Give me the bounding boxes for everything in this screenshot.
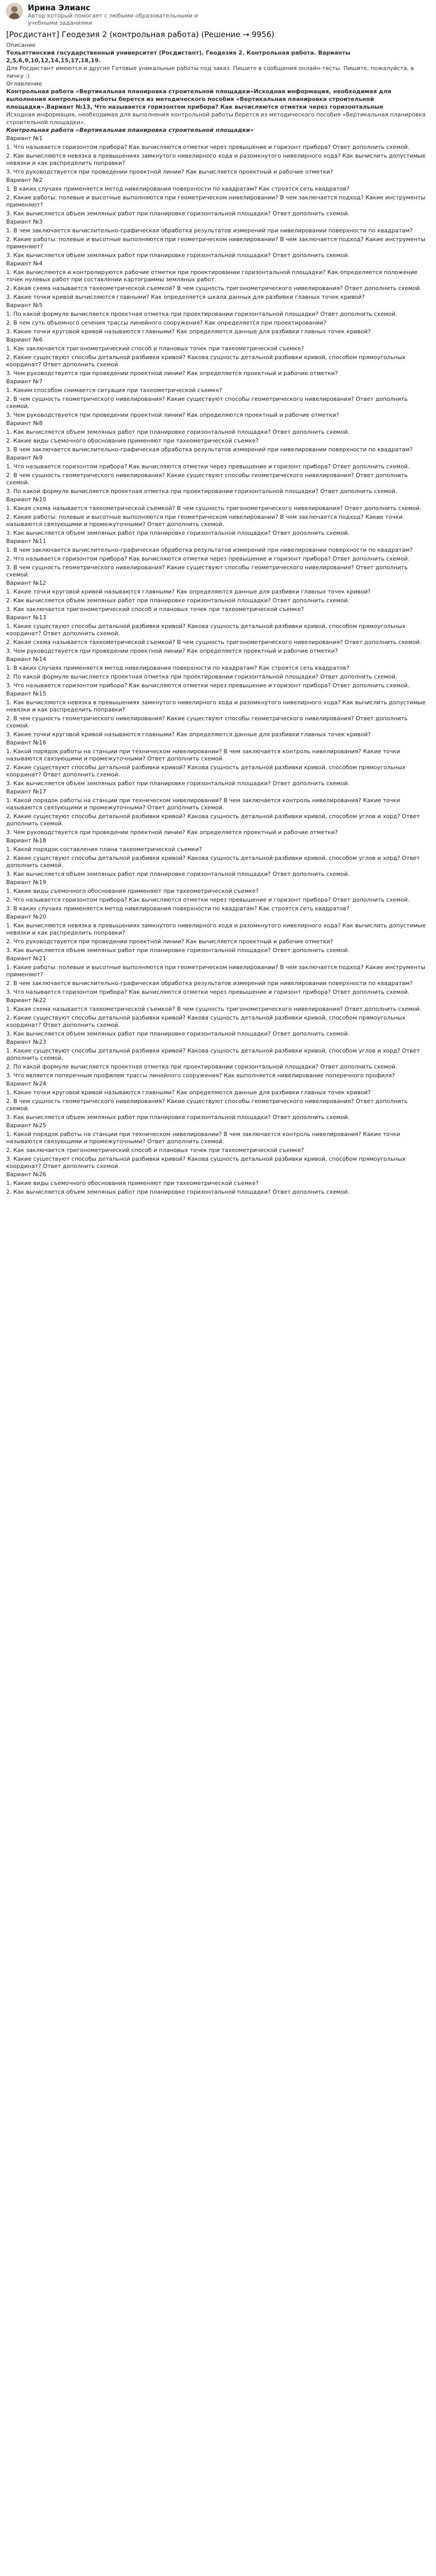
question-item: 1. Как вычисляются и контролируются рабочие отметки при проектировании горизонтальной площадки? Как определяется положение точек нулевых работ при составлении картограммы земляных работ.: [6, 269, 418, 283]
variant-heading: Вариант №10: [6, 496, 46, 503]
question-item: 1. В каких случаях применяется метод нивелирования поверхности по квадратам? Как строятся сеть квадратов?: [6, 665, 350, 671]
question-item: 3. Как вычисляется объем земляных работ при планировке горизонтальной площадки? Ответ дополнить схемой.: [6, 252, 350, 259]
question-item: 3. Как вычисляется объем земляных работ при планировке горизонтальной площадки? Ответ дополнить схемой.: [6, 210, 350, 217]
question-item: 2. Как вычисляются невязка в превышениях замкнутого нивелирного хода и разомкнутого нивелирного хода? Как вычислить допустимые невязки и как распределить поправки?: [6, 152, 426, 166]
question-item: 2. Как заключается тригонометрический способ и плановых точек при тахеометрической съемке?: [6, 1147, 304, 1154]
question-item: 1. Какие виды съемочного обоснования применяют при тахеометрической съемке?: [6, 888, 259, 894]
question-item: 3. В чем заключается вычислительно-графическая обработка результатов измерений при нивелировании поверхности по квадратам?: [6, 446, 413, 453]
question-item: 2. В чем сущность геометрического нивелирования? Какие существуют способы геометрического нивелирования? Ответ дополнить схемой.: [6, 396, 408, 410]
variants-list: [6, 135, 430, 1196]
variant-heading: Вариант №16: [6, 739, 46, 746]
work-title: [Росдистант] Геодезия 2 (контрольная работа) (Решение → 9956): [6, 30, 275, 39]
variant-heading: Вариант №22: [6, 997, 46, 1004]
question-item: 2. Какие существуют способы детальной разбивки кривой? Какова сущность детальной разбивки кривой, способом углов и хорд? Ответ дополнить схемой.: [6, 813, 420, 827]
question-item: 1. Какие существуют способы детальной разбивки кривой? Какова сущность детальной разбивки кривой, способом прямоугольных координат? Ответ дополнить схемой.: [6, 623, 406, 637]
question-item: 2. В чем заключается вычислительно-графическая обработка результатов измерений при нивелировании поверхности по квадратам?: [6, 980, 413, 987]
question-item: 2. Какая схема называется тахеометрической съемкой? В чем сущность тригонометрического нивелирования? Ответ дополнить схемой.: [6, 285, 422, 292]
variant-heading: Вариант №6: [6, 336, 43, 343]
variant-heading: Вариант №20: [6, 913, 46, 920]
question-item: 3. Как вычисляется объем земляных работ при планировке горизонтальной площадки? Ответ дополнить схемой.: [6, 947, 350, 954]
variant-heading: Вариант №26: [6, 1171, 46, 1178]
question-item: 2. Как вычисляется объем земляных работ при планировке горизонтальной площадки? Ответ дополнить схемой.: [6, 1189, 350, 1195]
variant-heading: Вариант №21: [6, 955, 46, 962]
variant-heading: Вариант №2: [6, 177, 43, 183]
variant-heading: Вариант №15: [6, 690, 46, 697]
question-item: 1. В чем заключается вычислительно-графическая обработка результатов измерений при нивелировании поверхности по квадратам?: [6, 227, 413, 234]
author-avatar[interactable]: [6, 3, 23, 20]
question-item: 1. Какие работы: полевые и высотные выполняются при геометрическом нивелировании? В чем заключается подход? Какие инструменты применяют?: [6, 964, 426, 978]
question-item: 2. Какие существуют способы детальной разбивки кривой? Какова сущность детальной разбивки кривой, способом прямоугольных координат? Ответ дополнить схемой.: [6, 764, 406, 778]
variant-heading: Вариант №8: [6, 420, 43, 427]
question-item: 3. По какой формуле вычисляется проектная отметка при проектировании горизонтальной площадки? Ответ дополнить схемой.: [6, 488, 397, 495]
variant-heading: Вариант №7: [6, 378, 43, 385]
question-item: 1. Какие виды съемочного обоснования применяют при тахеометрической съемке?: [6, 1180, 259, 1187]
description-line: Контрольная работа «Вертикальная планировка строительной площадки»: [6, 127, 254, 133]
question-item: 1. В чем заключается вычислительно-графическая обработка результатов измерений при нивелировании поверхности по квадратам?: [6, 547, 413, 553]
description-section: [6, 41, 430, 134]
question-item: 3. Как заключается тригонометрический способ и плановых точек при тахеометрической съемке?: [6, 606, 304, 613]
question-item: 2. Какие работы: полевые и высотные выполняются при геометрическом нивелировании? В чем заключается подход? Какие точки называются связующими и промежуточными? Ответ дополнить схемой.: [6, 514, 403, 528]
question-item: 3. Как вычисляется объем земляных работ при планировке горизонтальной площадки? Ответ дополнить схемой.: [6, 871, 350, 877]
question-item: 2. Что называется горизонтом прибора? Как вычисляются отметки через превышение и горизонт прибора? Ответ дополнить схемой.: [6, 896, 410, 903]
question-item: 1. Как вычисляется объем земляных работ при планировке горизонтальной площадки? Ответ дополнить схемой.: [6, 429, 350, 435]
question-item: 3. Какие существуют способы детальной разбивки кривой? Какова сущность детальной разбивки кривой, способом прямоугольных координат? Ответ дополнить схемой.: [6, 1156, 406, 1170]
description-line: Контрольная работа «Вертикальная планировка строительной площадки»Исходная информация, необходимая для выполнения контрольной работы берется из методического пособия «Вертикальная планировка строительной площадки».Вариант №13, Что называется горизонтом прибора? Как вычисляются отметки через горизонтальные: [6, 88, 391, 110]
variant-heading: Вариант №12: [6, 580, 46, 586]
variant-heading: Вариант №25: [6, 1122, 46, 1129]
variant-heading: Вариант №3: [6, 218, 43, 225]
question-item: 3. В каких случаях применяется метод нивелирования поверхности по квадратам? Как строятся сеть квадратов?: [6, 905, 350, 912]
author-name[interactable]: Ирина Элианс: [28, 3, 91, 12]
page: [0, 0, 436, 1196]
variant-heading: Вариант №14: [6, 656, 46, 663]
variant-heading: Вариант №13: [6, 614, 46, 621]
question-item: 1. Какой порядок составления плана тахеометрической съемки?: [6, 846, 202, 853]
question-item: 2. В чем сущность геометрического нивелирования? Какие существуют способы геометрического нивелирования? Ответ дополнить схемой.: [6, 472, 408, 486]
question-item: 3. Что руководствуется при проведении проектной линии? Как вычисляется проектный и рабочие отметки?: [6, 168, 334, 175]
question-item: 1. Какой порядок работы на станции при техническом нивелировании? В чем заключается контроль нивелирования? Какие точки называются связующими и промежуточными? Ответ дополнить схемой.: [6, 1131, 400, 1145]
question-item: 1. Какие точки круговой кривой называются главными? Как определяются данные для разбивки главных точек кривой?: [6, 1089, 371, 1096]
question-item: 3. Как вычисляется объем земляных работ при планировке горизонтальной площадки? Ответ дополнить схемой.: [6, 1114, 350, 1121]
variant-heading: Вариант №5: [6, 302, 43, 309]
variant-heading: Вариант №24: [6, 1080, 46, 1087]
question-item: 1. Как заключается тригонометрический способ и плановых точек при тахеометрической съемке?: [6, 345, 304, 352]
variant-heading: Вариант №19: [6, 879, 46, 886]
author-info: [28, 3, 203, 27]
description-line: Тольяттинский государственный университет (Росдистант). Геодезия 2. Контрольная работа. Варианты 2,5,6,9,10,12,14,15,17,18,19.: [6, 49, 351, 64]
variant-heading: Вариант №4: [6, 260, 43, 267]
question-item: 2. Какие работы: полевые и высотные выполняются при геометрическом нивелировании? В чем заключается подход? Какие инструменты применяют?: [6, 194, 426, 208]
question-item: 2. Какие существуют способы детальной разбивки кривой? Какова сущность детальной разбивки кривой, способом прямоугольных координат? Ответ дополнить схемой.: [6, 1014, 406, 1028]
question-item: 3. Чем руководствуется при проведении проектной линии? Как определяется проектный и рабочие отметки?: [6, 370, 338, 377]
question-item: 1. По какой формуле вычисляется проектная отметка при проектировании горизонтальной площадки? Ответ дополнить схемой.: [6, 311, 397, 317]
question-item: 2. Что руководствуется при проведении проектной линии? Как вычисляется проектный и рабочие отметки?: [6, 938, 334, 945]
question-item: 2. В чем сущность геометрического нивелирования? Какие существуют способы геометрического нивелирования? Ответ дополнить схемой.: [6, 1098, 408, 1112]
question-item: 3. Что называется горизонтом прибора? Как вычисляются отметки через превышение и горизонт прибора? Ответ дополнить схемой.: [6, 989, 410, 995]
question-item: 3. Что является поперечным профилем трассы линейного сооружения? Как выполняется нивелирование поперечного профиля?: [6, 1072, 395, 1079]
question-item: 2. В чем суть объемного сечения трассы линейного сооружения? Как определяется при проектировании?: [6, 319, 327, 326]
question-item: 1. Какой порядок работы на станции при техническом нивелировании? В чем заключается контроль нивелирования? Какие точки называются связующими и промежуточными? Ответ дополнить схемой.: [6, 748, 400, 762]
question-item: 2. Какая схема называется тахеометрической съемкой? В чем сущность тригонометрического нивелирования? Ответ дополнить схемой.: [6, 639, 422, 646]
question-item: 1. Что называется горизонтом прибора? Как вычисляются отметки через превышение и горизонт прибора? Ответ дополнить схемой.: [6, 144, 410, 150]
question-item: 2. Какие существуют способы детальной разбивки кривой? Какова сущность детальной разбивки кривой, способом прямоугольных координат? Ответ дополнить схемой.: [6, 354, 406, 368]
variant-heading: Вариант №11: [6, 538, 46, 545]
question-item: 1. Что называется горизонтом прибора? Как вычисляются отметки через превышение и горизонт прибора? Ответ дополнить схемой.: [6, 463, 410, 470]
question-item: 3. Какие точки кривой вычисляются главными? Как определяется шкала данных для разбивки главных точек кривой?: [6, 294, 365, 300]
question-item: 1. Как вычисляются невязка в превышениях замкнутого нивелирного хода и разомкнутого нивелирного хода? Как вычислить допустимые невязки и как распределить поправки?: [6, 922, 426, 936]
question-item: 3. Чем руководствуется при проведении проектной линии? Как определяется проектный и рабочие отметки?: [6, 648, 338, 654]
description-line: Для Росдистант имеются и другие Готовые уникальные работы под заказ. Пишите в сообщения онлайн-тесты. Пишите, пожалуйста, в личку :): [6, 65, 414, 79]
description-line: Исходная информация, необходимая для выполнения контрольной работы берется из методического пособия «Вертикальная планировка строительной площадки».: [6, 111, 426, 126]
variant-heading: Вариант №1: [6, 135, 43, 142]
question-item: 3. Как вычисляется объем земляных работ при планировке горизонтальной площадки? Ответ дополнить схемой.: [6, 530, 350, 536]
question-item: 1. Какая схема называется тахеометрической съемкой? В чем сущность тригонометрического нивелирования? Ответ дополнить схемой.: [6, 1006, 422, 1012]
question-item: 1. Каким способом снимается ситуация при тахеометрической съемке?: [6, 387, 222, 394]
question-item: 2. Что называется горизонтом прибора? Как вычисляются отметки через превышение и горизонт прибора? Ответ дополнить схемой.: [6, 555, 410, 562]
author-description: Автор который помогает с любыми образовательными и учебными заданиями: [28, 12, 198, 26]
question-item: 3. Что называется горизонтом прибора? Как вычисляются отметки через превышение и горизонт прибора? Ответ дополнить схемой.: [6, 682, 410, 689]
question-item: 3. В чем сущность геометрического нивелирования? Какие существуют способы геометрического нивелирования? Ответ дополнить схемой.: [6, 564, 408, 578]
question-item: 3. Какие точки круговой кривой называются главными? Как определяются данные для разбивки главных точек кривой?: [6, 328, 371, 335]
question-item: 1. Какие точки круговой кривой называются главными? Как определяются данные для разбивки главных точек кривой?: [6, 588, 371, 595]
description-line: Описание: [6, 42, 36, 48]
question-item: 2. По какой формуле вычисляется проектная отметка при проектировании горизонтальной площадки? Ответ дополнить схемой.: [6, 673, 397, 680]
question-item: 3. Как вычисляется объем земляных работ при планировке горизонтальной площадки? Ответ дополнить схемой.: [6, 780, 350, 787]
question-item: 2. Какие виды съемочного обоснования применяют при тахеометрической съемке?: [6, 437, 259, 444]
question-item: 3. Чем руководствуется при проведении проектной линии? Как определяются проектный и рабочие отметки?: [6, 412, 339, 418]
avatar-body-shape: [9, 13, 20, 20]
author-card: [6, 3, 430, 27]
question-item: 2. Какие работы: полевые и высотные выполняются при геометрическом нивелировании? В чем заключается подход? Какие инструменты применяют?: [6, 236, 426, 250]
variant-heading: Вариант №23: [6, 1039, 46, 1045]
variant-heading: Вариант №18: [6, 837, 46, 844]
avatar-head-shape: [11, 6, 18, 12]
variant-heading: Вариант №9: [6, 454, 43, 461]
question-item: 1. Какая схема называется тахеометрической съемкой? В чем сущность тригонометрического нивелирования? Ответ дополнить схемой.: [6, 505, 422, 512]
question-item: 3. Чем руководствуется при проведении проектной линии? Как определяется проектный и рабочие отметки?: [6, 829, 338, 836]
question-item: 1. В каких случаях применяется метод нивелирования поверхности по квадратам? Как строятся сеть квадратов?: [6, 185, 350, 192]
question-item: 1. Какой порядок работы на станции при техническом нивелировании? В чем заключается контроль нивелирования? Какие точки называются связующими и промежуточными? Ответ дополнить схемой.: [6, 797, 400, 811]
question-item: 3. Как вычисляется объем земляных работ при планировке горизонтальной площадки? Ответ дополнить схемой.: [6, 1030, 350, 1037]
question-item: 2. По какой формуле вычисляется проектная отметка при проектировании горизонтальной площадки? Ответ дополнить схемой.: [6, 1063, 397, 1070]
description-line: Оглавление: [6, 80, 42, 87]
question-item: 3. Какие точки круговой кривой называются главными? Как определяются данные для разбивки главных точек кривой?: [6, 731, 371, 738]
question-item: 1. Как вычисляются невязка в превышениях замкнутого нивелирного хода и разомкнутого нивелирного хода? Как вычислить допустимые невязки и как распределить поправки?: [6, 699, 426, 713]
variant-heading: Вариант №17: [6, 788, 46, 795]
question-item: 2. Какие существуют способы детальной разбивки кривой? Какова сущность детальной разбивки кривой, способом углов и хорд? Ответ дополнить схемой.: [6, 855, 420, 869]
question-item: 2. В чем сущность геометрического нивелирования? Какие существуют способы геометрического нивелирования? Ответ дополнить схемой.: [6, 715, 408, 729]
question-item: 1. Какие существуют способы детальной разбивки кривой? Какова сущность детальной разбивки кривой, способом углов и хорд? Ответ дополнить схемой.: [6, 1047, 420, 1061]
question-item: 2. Как вычисляется объем земляных работ при планировке горизонтальной площадки? Ответ дополнить схемой.: [6, 597, 350, 604]
